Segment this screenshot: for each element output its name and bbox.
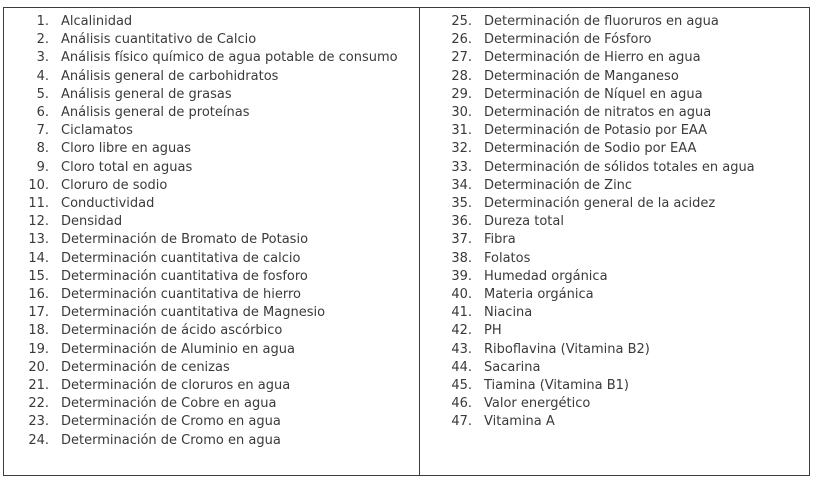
item-number: 45. [451, 378, 472, 394]
item-number: 7. [36, 123, 49, 139]
list-item [432, 159, 809, 177]
item-text: Análisis cuantitativo de Calcio [61, 32, 257, 48]
item-number: 47. [451, 414, 472, 430]
item-text: Ciclamatos [61, 123, 133, 139]
item-number: 8. [36, 141, 49, 157]
item-number: 14. [28, 250, 49, 266]
item-number: 12. [28, 214, 49, 230]
list-column-right [419, 8, 809, 475]
item-text: Determinación de Manganeso [484, 68, 679, 84]
analysis-list-table [3, 7, 810, 476]
item-number: 2. [36, 32, 49, 48]
item-number: 9. [36, 159, 49, 175]
item-number: 27. [451, 50, 472, 66]
item-text: Análisis físico químico de agua potable de consumo [61, 50, 398, 66]
list-item [432, 250, 809, 268]
list-item [9, 213, 419, 231]
list-item [9, 177, 419, 195]
list-item [9, 250, 419, 268]
item-text: Determinación de Fósforo [484, 32, 652, 48]
list-item [9, 304, 419, 322]
item-number: 5. [36, 86, 49, 102]
list-item [432, 304, 809, 322]
item-number: 34. [451, 177, 472, 193]
item-text: Determinación de cloruros en agua [61, 378, 291, 394]
list-item [432, 231, 809, 249]
item-text: Determinación de Cromo en agua [61, 414, 281, 430]
list-column-left [4, 8, 419, 475]
item-number: 1. [36, 14, 49, 29]
list-item [9, 359, 419, 377]
item-number: 24. [28, 432, 49, 448]
item-text: Fibra [484, 232, 516, 248]
list-item [9, 86, 419, 104]
item-text: Determinación cuantitativa de calcio [61, 250, 301, 266]
item-number: 36. [451, 214, 472, 230]
item-number: 3. [36, 50, 49, 66]
item-number: 26. [451, 32, 472, 48]
item-number: 37. [451, 232, 472, 248]
list-item [9, 395, 419, 413]
list-item [432, 122, 809, 140]
item-text: Determinación de Cobre en agua [61, 396, 277, 412]
item-text: Determinación de Sodio por EAA [484, 141, 697, 157]
list-item [432, 286, 809, 304]
list-item [432, 359, 809, 377]
item-text: Tiamina (Vitamina B1) [484, 378, 629, 394]
list-item [9, 286, 419, 304]
item-number: 21. [28, 378, 49, 394]
list-item [9, 322, 419, 340]
list-item [9, 159, 419, 177]
item-text: Riboflavina (Vitamina B2) [484, 341, 650, 357]
list-item [432, 213, 809, 231]
item-number: 28. [451, 68, 472, 84]
list-item [9, 413, 419, 431]
item-text: Sacarina [484, 359, 541, 375]
item-text: Densidad [61, 214, 123, 230]
item-text: Folatos [484, 250, 531, 266]
item-text: Determinación cuantitativa de Magnesio [61, 305, 326, 321]
list-item [432, 341, 809, 359]
item-number: 35. [451, 196, 472, 212]
item-number: 29. [451, 86, 472, 102]
item-number: 25. [451, 14, 472, 29]
item-text: Niacina [484, 305, 533, 321]
item-number: 40. [451, 287, 472, 303]
item-number: 33. [451, 159, 472, 175]
item-text: Determinación de sólidos totales en agua [484, 159, 755, 175]
list-item [432, 195, 809, 213]
list-item [432, 322, 809, 340]
list-item [432, 140, 809, 158]
list-item [9, 432, 419, 450]
item-number: 43. [451, 341, 472, 357]
item-text: Dureza total [484, 214, 564, 230]
item-number: 32. [451, 141, 472, 157]
item-text: Determinación de fluoruros en agua [484, 14, 719, 29]
list-item [432, 377, 809, 395]
item-number: 4. [36, 68, 49, 84]
item-number: 15. [28, 268, 49, 284]
list-item [9, 377, 419, 395]
item-number: 30. [451, 105, 472, 121]
item-text: Cloro libre en aguas [61, 141, 192, 157]
item-number: 46. [451, 396, 472, 412]
item-number: 6. [36, 105, 49, 121]
item-number: 18. [28, 323, 49, 339]
item-text: Determinación de nitratos en agua [484, 105, 712, 121]
list-item [432, 31, 809, 49]
item-text: Determinación de cenizas [61, 359, 230, 375]
item-text: Análisis general de grasas [61, 86, 232, 102]
list-item [432, 413, 809, 431]
item-number: 13. [28, 232, 49, 248]
item-text: Análisis general de carbohidratos [61, 68, 279, 84]
item-text: PH [484, 323, 502, 339]
item-text: Análisis general de proteínas [61, 105, 250, 121]
list-item [9, 268, 419, 286]
list-item [432, 86, 809, 104]
item-text: Determinación cuantitativa de fosforo [61, 268, 308, 284]
list-item [432, 395, 809, 413]
item-number: 19. [28, 341, 49, 357]
item-number: 10. [28, 177, 49, 193]
item-number: 39. [451, 268, 472, 284]
list-item [9, 68, 419, 86]
list-item [9, 231, 419, 249]
list-item [9, 31, 419, 49]
list-item [432, 104, 809, 122]
item-number: 16. [28, 287, 49, 303]
item-text: Humedad orgánica [484, 268, 608, 284]
item-text: Determinación de Níquel en agua [484, 86, 703, 102]
list-item [9, 122, 419, 140]
item-text: Determinación de Zinc [484, 177, 633, 193]
item-number: 22. [28, 396, 49, 412]
list-item [432, 68, 809, 86]
list-item [9, 195, 419, 213]
item-number: 23. [28, 414, 49, 430]
list-item [9, 49, 419, 67]
item-text: Valor energético [484, 396, 591, 412]
item-text: Determinación de Bromato de Potasio [61, 232, 309, 248]
item-number: 11. [28, 196, 49, 212]
list-item [9, 341, 419, 359]
item-text: Vitamina A [484, 414, 555, 430]
list-item [432, 177, 809, 195]
item-text: Conductividad [61, 196, 155, 212]
item-text: Determinación de Potasio por EAA [484, 123, 708, 139]
item-text: Determinación de Cromo en agua [61, 432, 281, 448]
item-text: Materia orgánica [484, 287, 594, 303]
item-number: 44. [451, 359, 472, 375]
list-item [432, 268, 809, 286]
item-text: Determinación de Aluminio en agua [61, 341, 295, 357]
item-text: Cloruro de sodio [61, 177, 168, 193]
item-text: Alcalinidad [61, 14, 133, 29]
list-item [9, 104, 419, 122]
item-text: Determinación general de la acidez [484, 196, 716, 212]
item-number: 20. [28, 359, 49, 375]
item-number: 31. [451, 123, 472, 139]
list-item [432, 49, 809, 67]
item-number: 38. [451, 250, 472, 266]
list-item [9, 140, 419, 158]
list-item [432, 13, 809, 31]
item-text: Determinación de ácido ascórbico [61, 323, 283, 339]
item-number: 17. [28, 305, 49, 321]
item-text: Determinación cuantitativa de hierro [61, 287, 302, 303]
item-number: 41. [451, 305, 472, 321]
list-item [9, 13, 419, 31]
item-number: 42. [451, 323, 472, 339]
item-text: Cloro total en aguas [61, 159, 193, 175]
item-text: Determinación de Hierro en agua [484, 50, 701, 66]
